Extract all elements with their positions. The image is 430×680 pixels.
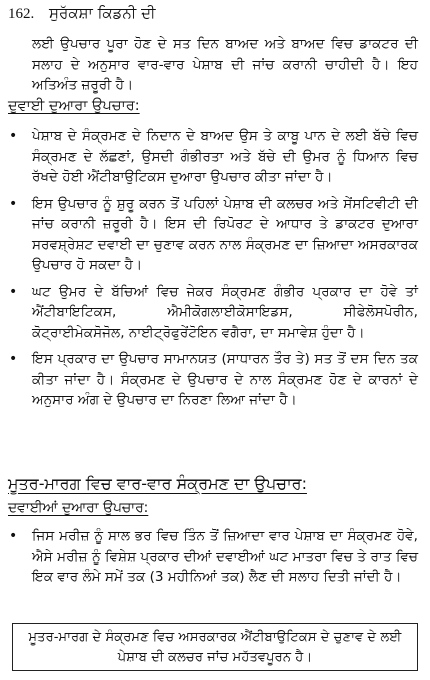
list-item [8,126,418,188]
bullet-text: ਇਸ ਉਪਚਾਰ ਨੂੰ ਸ਼ੁਰੂ ਕਰਨ ਤੋਂ ਪਹਿਲਾਂ ਪੇਸ਼ਾਬ ਦੀ ਕਲਚਰ ਅਤੇ ਸੇਂਸਟਿਵੀਟੀ ਦੀ ਜਾਂਚ ਕਰਾਨੀ ਜ਼ਰੂਰੀ ਹੈ। ਇਸ ਦੀ ਰਿਪੋਰਟ ਦੇ ਆਧਾਰ ਤੇ ਡਾਕਟਰ ਦੁਆਰਾ ਸਰਵਸ਼੍ਰੇਸ਼ਟ ਦਵਾਈ ਦਾ ਚੁਣਾਵ ਕਰਨ ਨਾਲ ਸੰਕ੍ਰਮਣ ਦਾ ਜ਼ਿਆਦਾ ਅਸਰਕਾਰਕ ਉਪਚਾਰ ਹੋ ਸਕਦਾ ਹੈ। [32,195,418,273]
bullet-icon: • [9,351,18,367]
recurrent-bullet-list [8,526,418,588]
list-item [8,349,418,411]
page-number: 162. [8,6,35,22]
subheading-medicine: ਦਵਾਈਆਂ ਦੁਆਰਾ ਉਪਚਾਰ: [8,500,149,516]
bullet-icon: • [9,128,18,144]
bullet-text: ਪੇਸ਼ਾਬ ਦੇ ਸੰਕ੍ਰਮਣ ਦੇ ਨਿਦਾਨ ਦੇ ਬਾਅਦ ਉਸ ਤੇ ਕਾਬੂ ਪਾਨ ਦੇ ਲਈ ਬੱਚੇ ਵਿਚ ਸੰਕ੍ਰਮਣ ਦੇ ਲੱਛਣਾਂ, ਉਸਦੀ ਗੰਭੀਰਤਾ ਅਤੇ ਬੱਚੇ ਦੀ ਉਮਰ ਨੂੰ ਧਿਆਨ ਵਿਚ ਰੱਖਦੇ ਹੋਈ ਐਂਟੀਬਾਉਟਿਕਸ ਦੁਆਰਾ ਉਪਚਾਰ ਕੀਤਾ ਜਾਂਦਾ ਹੈ। [32,128,418,185]
bullet-icon: • [9,528,18,544]
bullet-text: ਘਟ ਉਮਰ ਦੇ ਬੱਚਿਆਂ ਵਿਚ ਜੇਕਰ ਸੰਕ੍ਰਮਣ ਗੰਭੀਰ ਪ੍ਰਕਾਰ ਦਾ ਹੋਵੇ ਤਾਂ ਐਂਟੀਬਾਇਟਿਕਸ, ਐਮੀਕੋਗਲਾਈਕੋਸਾਇਡਸ, ਸੀਫੇਲੋਸਪੋਰੀਨ, ਕੋਟ੍ਰਾਈਮੇਕਸੋਜੋਲ, ਨਾਈਟ੍ਰੋਫੁਰੇਂਟੋਇਨ ਵਗੈਰਾ, ਦਾ ਸਮਾਵੇਸ਼ ਹੁੰਦਾ ਹੈ। [32,283,418,341]
list-item [8,194,418,276]
medicine-bullet-list [8,126,418,411]
bullet-icon: • [9,283,18,300]
bullet-text: ਜਿਸ ਮਰੀਜ਼ ਨੂੰ ਸਾਲ ਭਰ ਵਿਚ ਤਿੰਨ ਤੋਂ ਜ਼ਿਆਦਾ ਵਾਰ ਪੇਸ਼ਾਬ ਦਾ ਸੰਕ੍ਰਮਣ ਹੋਵੇ, ਐਸੇ ਮਰੀਜ਼ ਨੂੰ ਵਿਸ਼ੇਸ਼ ਪ੍ਰਕਾਰ ਦੀਆਂ ਦਵਾਈਆਂ ਘਟ ਮਾਤਰਾ ਵਿਚ ਤੇ ਰਾਤ ਵਿਚ ਇਕ ਵਾਰ ਲੰਮੇ ਸਮੇਂ ਤਕ (3 ਮਹੀਨਿਆਂ ਤਕ) ਲੈਣ ਦੀ ਸਲਾਹ ਦਿਤੀ ਜਾਂਦੀ ਹੈ। [32,528,418,585]
running-title: ਸੁਰੱਕਸ਼ਾ ਕਿਡਨੀ ਦੀ [49,4,156,22]
section-heading-recurrent: ਮੂਤਰ-ਮਾਰਗ ਵਿਚ ਵਾਰ-ਵਾਰ ਸੰਕ੍ਰਮਣ ਦਾ ਉਪਚਾਰ: [8,474,307,493]
running-header [8,4,156,23]
list-item [8,282,418,344]
bullet-icon: • [9,195,18,212]
intro-paragraph: ਲਈ ਉਪਚਾਰ ਪੂਰਾ ਹੋਣ ਦੇ ਸਤ ਦਿਨ ਬਾਅਦ ਅਤੇ ਬਾਅਦ ਵਿਚ ਡਾਕਟਰ ਦੀ ਸਲਾਹ ਦੇ ਅਨੁਸਾਰ ਵਾਰ-ਵਾਰ ਪੇਸ਼ਾਬ ਦੀ ਜਾਂਚ ਕਰਾਨੀ ਚਾਹੀਦੀ ਹੈ। ਇਹ ਅਤਿਅੰਤ ਜ਼ਰੂਰੀ ਹੈ। [32,36,418,93]
list-item [8,526,418,588]
section-heading-medicine: ਦੁਵਾਈ ਦੁਆਰਾ ਉਪਚਾਰ: [8,98,140,114]
bullet-text: ਇਸ ਪ੍ਰਕਾਰ ਦਾ ਉਪਚਾਰ ਸਾਮਾਨਯਤ (ਸਾਧਾਰਨ ਤੌਰ ਤੇ) ਸਤ ਤੋਂ ਦਸ ਦਿਨ ਤਕ ਕੀਤਾ ਜਾਂਦਾ ਹੈ। ਸੰਕ੍ਰਮਣ ਦੇ ਉਪਚਾਰ ਦੇ ਨਾਲ ਸੰਕ੍ਰਮਣ ਹੋਣ ਦੇ ਕਾਰਨਾਂ ਦੇ ਅਨੁਸਾਰ ਅੰਗ ਦੇ ਉਪਚਾਰ ਦਾ ਨਿਰਣਾ ਲਿਆ ਜਾਂਦਾ ਹੈ। [32,351,418,408]
note-box: ਮੂਤਰ-ਮਾਰਗ ਦੇ ਸੰਕ੍ਰਮਣ ਵਿਚ ਅਸਰਕਾਰਕ ਐਂਟੀਬਾਉਟਿਕਸ ਦੇ ਚੁਣਾਵ ਦੇ ਲਈ ਪੇਸ਼ਾਬ ਦੀ ਕਲਚਰ ਜਾਂਚ ਮਹੱਤਵਪੂਰਨ ਹੈ। [12,623,418,671]
